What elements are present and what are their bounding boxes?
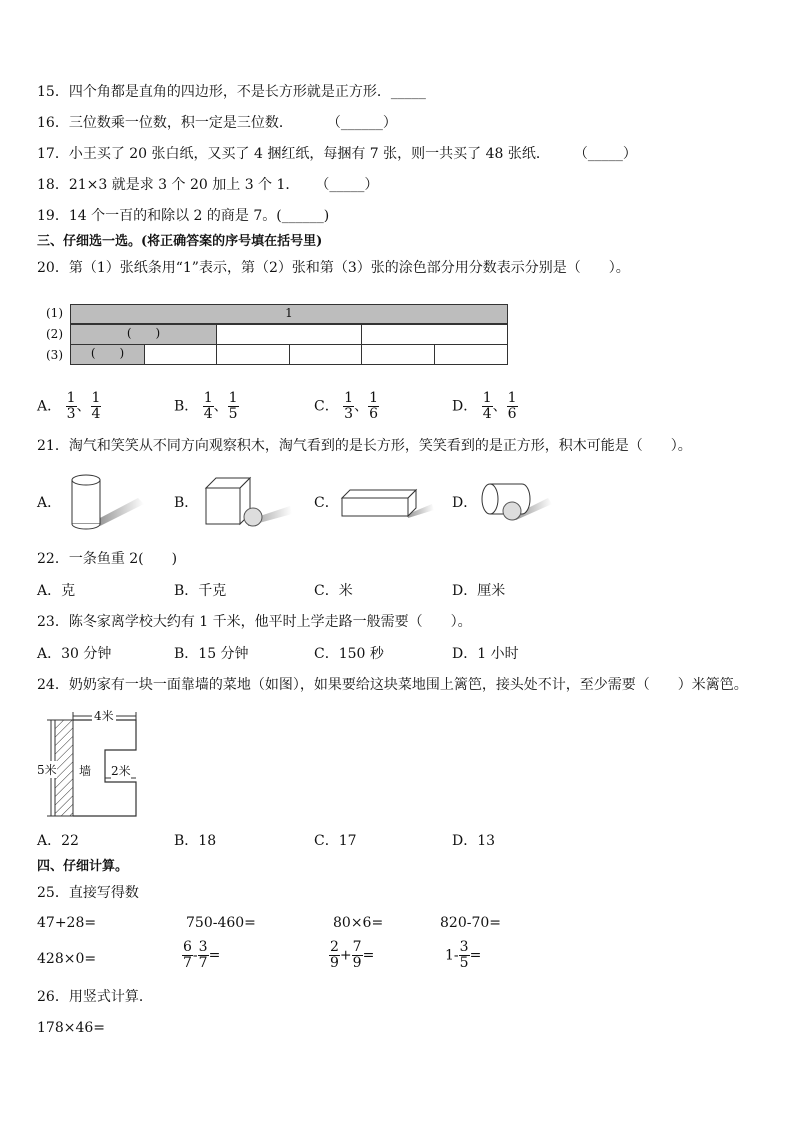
row-label-3: (3) bbox=[46, 348, 63, 362]
q15 bbox=[37, 83, 426, 101]
fraction: $\frac{1}{5}$ bbox=[228, 390, 238, 422]
fraction: $\frac{1}{6}$ bbox=[507, 390, 517, 422]
strip-3-cell bbox=[434, 344, 508, 365]
calc-820-70[interactable]: 820-70= bbox=[440, 915, 501, 931]
q23-option-c[interactable]: C．150 秒 bbox=[314, 646, 384, 662]
q20-option-b[interactable]: B． $\frac{1}{4}$ 、 $\frac{1}{5}$ bbox=[174, 390, 238, 422]
fraction: $\frac{1}{4}$ bbox=[91, 390, 101, 422]
q21-option-d-label[interactable]: D． bbox=[452, 495, 478, 511]
fraction: $\frac{1}{6}$ bbox=[369, 390, 379, 422]
q19 bbox=[37, 207, 329, 225]
strip-1 bbox=[70, 304, 508, 324]
q21-option-b-label[interactable]: B． bbox=[174, 495, 199, 511]
q22-option-b[interactable]: B．千克 bbox=[174, 583, 227, 599]
fraction: $\frac{1}{4}$ bbox=[203, 390, 213, 422]
q24-option-a[interactable]: A．22 bbox=[37, 833, 79, 849]
q16-blank[interactable]: （______） bbox=[326, 115, 397, 131]
row-label-1: (1) bbox=[46, 306, 63, 320]
section4-heading: 四、仔细计算。 bbox=[37, 859, 129, 874]
calc-428x0[interactable]: 428×0= bbox=[37, 951, 97, 967]
wall-label: 墙 bbox=[79, 764, 92, 778]
q18-text: 18．21×3 就是求 3 个 20 加上 3 个 1． bbox=[37, 177, 300, 193]
q17-blank[interactable]: （_____） bbox=[573, 146, 637, 162]
fraction: $\frac{1}{3}$ bbox=[344, 390, 354, 422]
q17 bbox=[37, 145, 637, 163]
q20-option-c[interactable]: C． $\frac{1}{3}$ 、 $\frac{1}{6}$ bbox=[314, 390, 379, 422]
q22-option-c[interactable]: C．米 bbox=[314, 583, 353, 599]
q18 bbox=[37, 176, 378, 194]
strip-2-shaded bbox=[70, 324, 217, 345]
strip-3-cell bbox=[144, 344, 217, 365]
calc-80x6[interactable]: 80×6= bbox=[333, 915, 384, 931]
q18-blank[interactable]: （_____） bbox=[315, 177, 379, 193]
calc-fraction-add[interactable]: $\frac{2}{9}$ + $\frac{7}{9}$ = bbox=[330, 939, 375, 971]
section3-heading: 三、仔细选一选。(将正确答案的序号填在括号里) bbox=[37, 234, 323, 249]
calc-47-28[interactable]: 47+28= bbox=[37, 915, 97, 931]
cube-with-ball-icon bbox=[202, 474, 294, 530]
fraction: $\frac{1}{4}$ bbox=[482, 390, 492, 422]
q19-blank[interactable]: (______) bbox=[276, 208, 330, 224]
q21-text: 21．淘气和笑笑从不同方向观察积木，淘气看到的是长方形，笑笑看到的是正方形，积木可能是（ ）。 bbox=[37, 438, 692, 454]
strip-2-paren: ( ) bbox=[126, 326, 161, 340]
strip-3-paren: ( ) bbox=[90, 346, 125, 360]
q15-blank[interactable]: _____ bbox=[390, 84, 426, 100]
dim-inner-label: 2米 bbox=[111, 764, 131, 778]
q23-option-b[interactable]: B．15 分钟 bbox=[174, 646, 249, 662]
q21-option-c-label[interactable]: C． bbox=[314, 495, 339, 511]
fraction: $\frac{1}{3}$ bbox=[66, 390, 76, 422]
q24-option-b[interactable]: B．18 bbox=[174, 833, 217, 849]
q26-text: 26．用竖式计算． bbox=[37, 989, 153, 1005]
q20-text: 20．第（1）张纸条用“1”表示，第（2）张和第（3）张的涂色部分用分数表示分别是（ ）。 bbox=[37, 260, 630, 276]
calc-178x46[interactable]: 178×46= bbox=[37, 1020, 105, 1036]
q16-text: 16．三位数乘一位数，积一定是三位数． bbox=[37, 115, 293, 131]
dim-left-label: 5米 bbox=[37, 763, 57, 777]
cylinder-standing-icon bbox=[66, 470, 146, 530]
q25-text: 25．直接写得数 bbox=[37, 885, 139, 901]
calc-one-minus-fraction[interactable]: 1- $\frac{3}{5}$ = bbox=[445, 939, 482, 971]
q19-text: 19．14 个一百的和除以 2 的商是 7。 bbox=[37, 208, 277, 224]
q17-text: 17．小王买了 20 张白纸，又买了 4 捆红纸，每捆有 7 张，则一共买了 48 张纸． bbox=[37, 146, 550, 162]
strip-3-cell bbox=[361, 344, 435, 365]
cuboid-icon bbox=[338, 484, 438, 520]
strip-3-shaded bbox=[70, 344, 145, 365]
q22-option-d[interactable]: D．厘米 bbox=[452, 583, 506, 599]
strip-3-cell bbox=[216, 344, 290, 365]
q21-option-a-label[interactable]: A． bbox=[37, 495, 62, 511]
q24-option-c[interactable]: C．17 bbox=[314, 833, 357, 849]
q23-option-a[interactable]: A．30 分钟 bbox=[37, 646, 112, 662]
q23-text: 23．陈冬家离学校大约有 1 千米，他平时上学走路一般需要（ ）。 bbox=[37, 614, 472, 630]
strip-3-cell bbox=[289, 344, 362, 365]
q23-option-d[interactable]: D．1 小时 bbox=[452, 646, 519, 662]
q20-option-a[interactable]: A． $\frac{1}{3}$ 、 $\frac{1}{4}$ bbox=[37, 390, 101, 422]
q15-text: 15．四个角都是直角的四边形，不是长方形就是正方形． bbox=[37, 84, 391, 100]
calc-fraction-sub[interactable]: $\frac{6}{7}$ - $\frac{3}{7}$ = bbox=[183, 939, 221, 971]
q16 bbox=[37, 114, 397, 132]
dim-top-label: 4米 bbox=[94, 709, 114, 723]
calc-750-460[interactable]: 750-460= bbox=[186, 915, 256, 931]
q24-option-d[interactable]: D．13 bbox=[452, 833, 496, 849]
row-label-2: (2) bbox=[46, 327, 63, 341]
q24-text: 24．奶奶家有一块一面靠墙的菜地（如图），如果要给这块菜地围上篱笆，接头处不计，至少需要（ ）米篱笆。 bbox=[37, 677, 748, 693]
strip-2-cell bbox=[216, 324, 362, 345]
cylinder-lying-icon bbox=[476, 478, 556, 526]
q22-text: 22．一条鱼重 2( ) bbox=[37, 551, 178, 567]
q22-option-a[interactable]: A．克 bbox=[37, 583, 76, 599]
strip-1-label: 1 bbox=[285, 306, 293, 320]
strip-2-cell bbox=[361, 324, 508, 345]
q20-option-d[interactable]: D． $\frac{1}{4}$ 、 $\frac{1}{6}$ bbox=[452, 390, 517, 422]
